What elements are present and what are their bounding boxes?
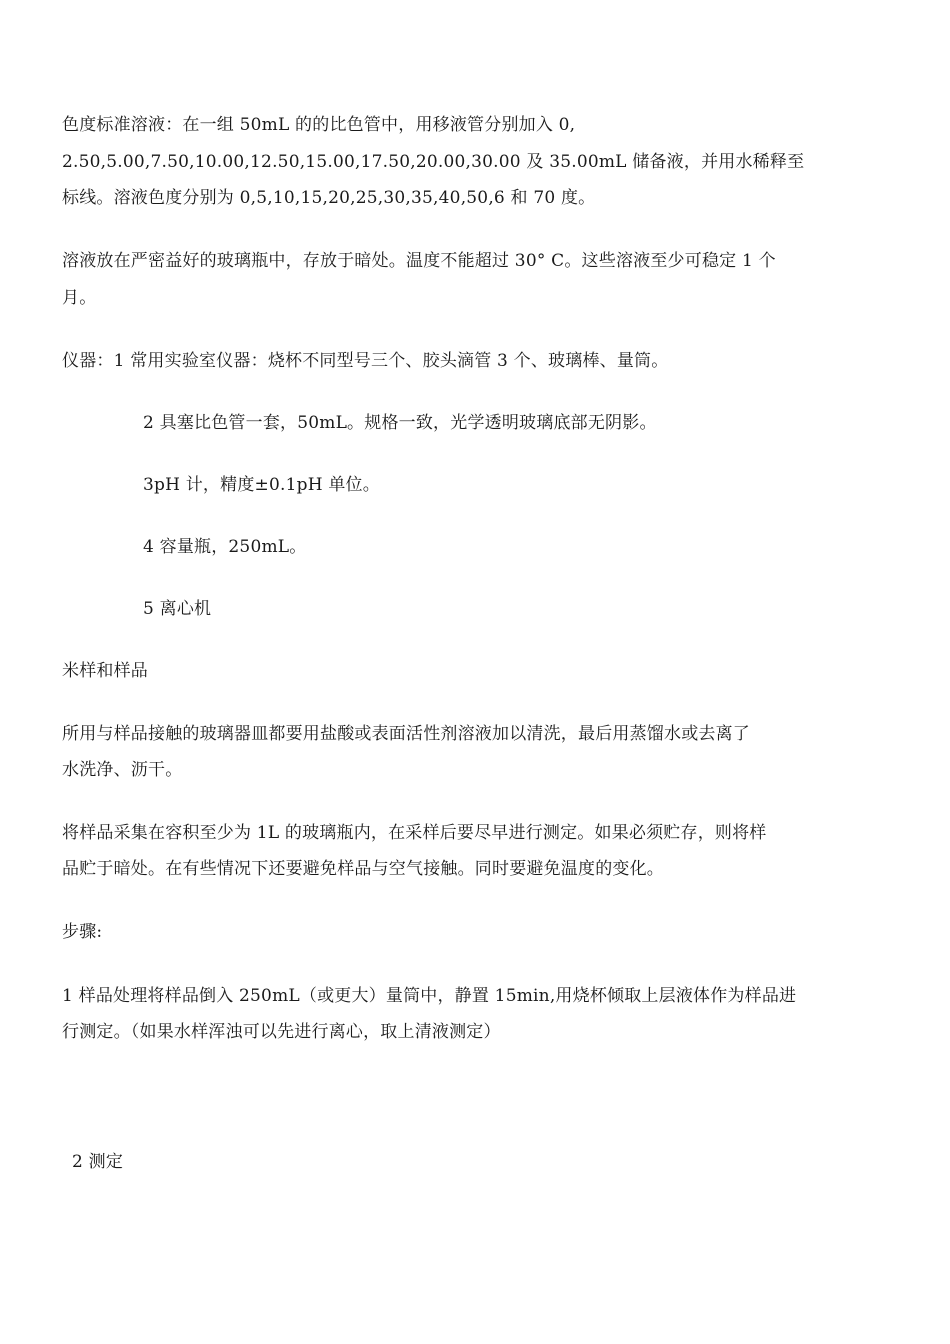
cleaning-line-2: 水洗净、沥干。	[62, 760, 183, 780]
instrument-item-5: 5 离心机	[143, 599, 212, 619]
instrument-item-3: 3pH 计，精度±0.1pH 单位。	[143, 475, 380, 495]
instrument-item-2: 2 具塞比色管一套，50mL。规格一致，光学透明玻璃底部无阴影。	[143, 413, 657, 433]
color-standard-line-2: 2.50,5.00,7.50,10.00,12.50,15.00,17.50,20.00,30.00 及 35.00mL 储备液，并用水稀释至	[62, 152, 805, 172]
storage-line-1: 溶液放在严密益好的玻璃瓶中，存放于暗处。温度不能超过 30° C。这些溶液至少可稳定 1 个	[62, 251, 776, 271]
color-standard-line-3: 标线。溶液色度分别为 0,5,10,15,20,25,30,35,40,50,6 和 70 度。	[62, 188, 596, 208]
step2-heading: 2 测定	[72, 1152, 124, 1172]
cleaning-line-1: 所用与样品接触的玻璃器皿都要用盐酸或表面活性剂溶液加以清洗，最后用蒸馏水或去离了	[62, 724, 750, 744]
instruments-title: 仪器：1 常用实验室仪器：烧杯不同型号三个、胶头滴管 3 个、玻璃棒、量筒。	[62, 351, 669, 371]
color-standard-line-1: 色度标准溶液：在一组 50mL 的的比色管中，用移液管分别加入 0,	[62, 115, 576, 135]
storage-line-2: 月。	[62, 288, 97, 308]
instrument-item-4: 4 容量瓶，250mL。	[143, 537, 307, 557]
sampling-title: 米样和样品	[62, 661, 148, 681]
steps-title: 步骤:	[62, 922, 103, 942]
collection-line-2: 品贮于暗处。在有些情况下还要避免样品与空气接触。同时要避免温度的变化。	[62, 859, 664, 879]
collection-line-1: 将样品采集在容积至少为 1L 的玻璃瓶内，在采样后要尽早进行测定。如果必须贮存，则将样	[62, 823, 767, 843]
step1-line-2: 行测定。（如果水样浑浊可以先进行离心，取上清液测定）	[62, 1022, 501, 1042]
step1-line-1: 1 样品处理将样品倒入 250mL（或更大）量筒中，静置 15min,用烧杯倾取上层液体作为样品进	[62, 986, 797, 1006]
